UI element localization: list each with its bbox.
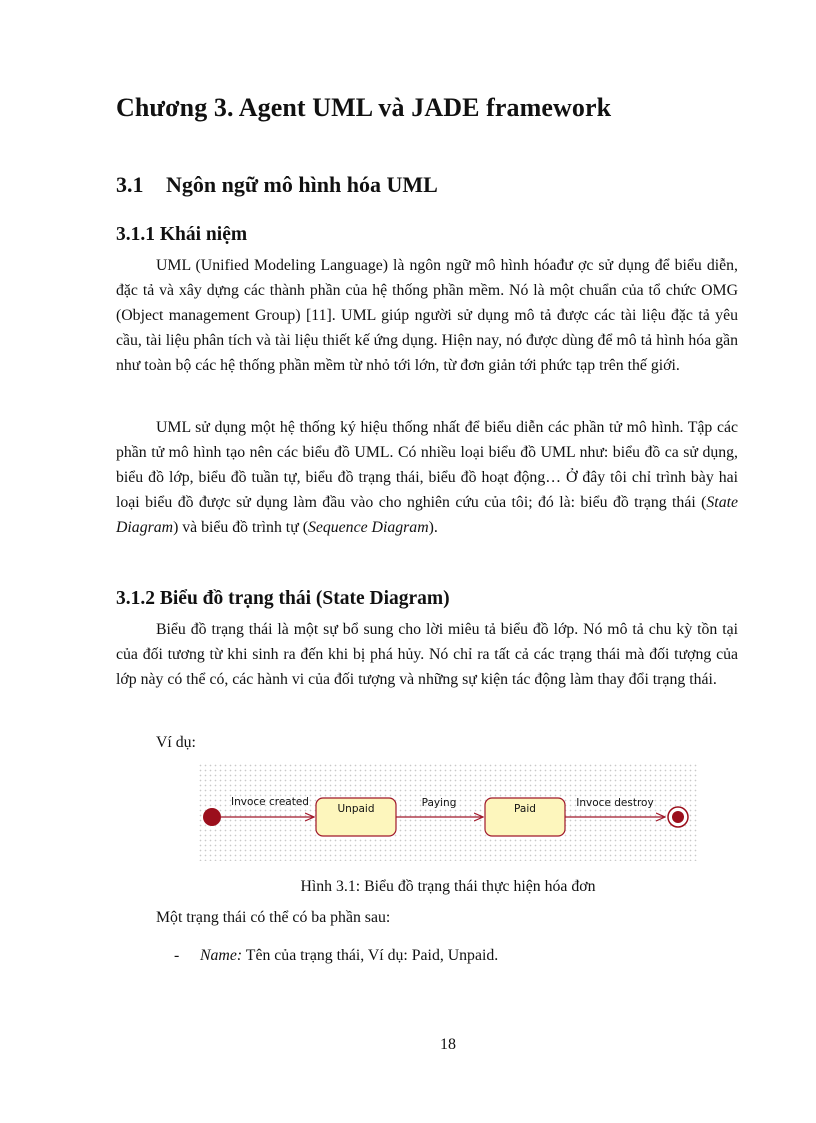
final-state-inner [672, 811, 684, 823]
paragraph-uml-definition: UML (Unified Modeling Language) là ngôn ngữ mô hình hóađư ợc sử dụng để biểu diễn, đặc tả và xây dựng các thành phần của hệ thống phần mềm. Nó là một chuẩn của tổ chức OMG (Object management Group) [11]. UML giúp người sử dụng mô tả được các tài liệu đặc tả yêu cầu, tài liệu phân tích và tài liệu thiết kế ứng dụng. Hiện nay, nó được dùng để mô tả hình hóa gần như toàn bộ các hệ thống phần mềm từ nhỏ tới lớn, từ đơn giản tới phức tạp trên thế giới. [116, 257, 738, 374]
state-unpaid-label: Unpaid [337, 803, 375, 815]
bullet-text: Tên của trạng thái, Ví dụ: Paid, Unpaid. [242, 947, 499, 964]
section-title: Ngôn ngữ mô hình hóa UML [166, 172, 438, 197]
page-number: 18 [440, 1036, 456, 1053]
para-2-italic-sequence: Sequence Diagram [307, 519, 429, 536]
chapter-title: Chương 3. Agent UML và JADE framework [116, 93, 612, 122]
state-diagram-figure [198, 763, 698, 861]
transition-label-paying: Paying [421, 797, 457, 809]
bullet-term: Name: [200, 947, 243, 964]
state-paid-label: Paid [514, 803, 536, 815]
transition-label-created: Invoce created [231, 796, 309, 808]
bullet-name [174, 943, 498, 968]
example-label: Ví dụ: [156, 734, 196, 751]
para-2-text-c: ). [428, 519, 438, 536]
transition-label-destroy: Invoce destroy [576, 797, 654, 809]
bullet-dash: - [174, 947, 180, 964]
para-2-text-a: UML sử dụng một hệ thống ký hiệu thống nhất để biểu diễn các phần tử mô hình. Tập các phần tử mô hình tạo nên các biểu đồ UML. Có nhiều loại biểu đồ UML như: biểu đồ ca sử dụng, biểu đồ lớp, biểu đồ tuần tự, biểu đồ trạng thái, biểu đồ hoạt động… Ở đây tôi chỉ trình bày hai loại biểu đồ được sử dụng làm đầu vào cho nghiên cứu của tôi; đó là: biểu đồ trạng thái ( [116, 419, 738, 511]
para-2-text-b: ) và biểu đồ trình tự ( [173, 519, 308, 536]
subsection-heading-concept: 3.1.1 Khái niệm [116, 224, 248, 245]
initial-state-node [203, 808, 221, 826]
subsection-heading-state-diagram: 3.1.2 Biểu đồ trạng thái (State Diagram) [116, 588, 450, 609]
section-number: 3.1 [116, 172, 144, 197]
section-heading [116, 172, 438, 198]
state-parts-intro: Một trạng thái có thể có ba phần sau: [156, 909, 391, 926]
figure-caption: Hình 3.1: Biểu đồ trạng thái thực hiện hóa đơn [300, 878, 596, 895]
state-diagram-svg [198, 763, 698, 861]
para-2-italic-state: State Diagram [116, 494, 738, 536]
paragraph-uml-notation [116, 415, 738, 540]
paragraph-state-diagram: Biểu đồ trạng thái là một sự bổ sung cho lời miêu tả biểu đồ lớp. Nó mô tả chu kỳ tồn tại của đối tương từ khi sinh ra đến khi bị phá hủy. Nó chỉ ra tất cả các trạng thái mà đối tượng của lớp này có thể có, các hành vi của đối tượng và những sự kiện tác động làm thay đổi trạng thái. [116, 621, 738, 688]
